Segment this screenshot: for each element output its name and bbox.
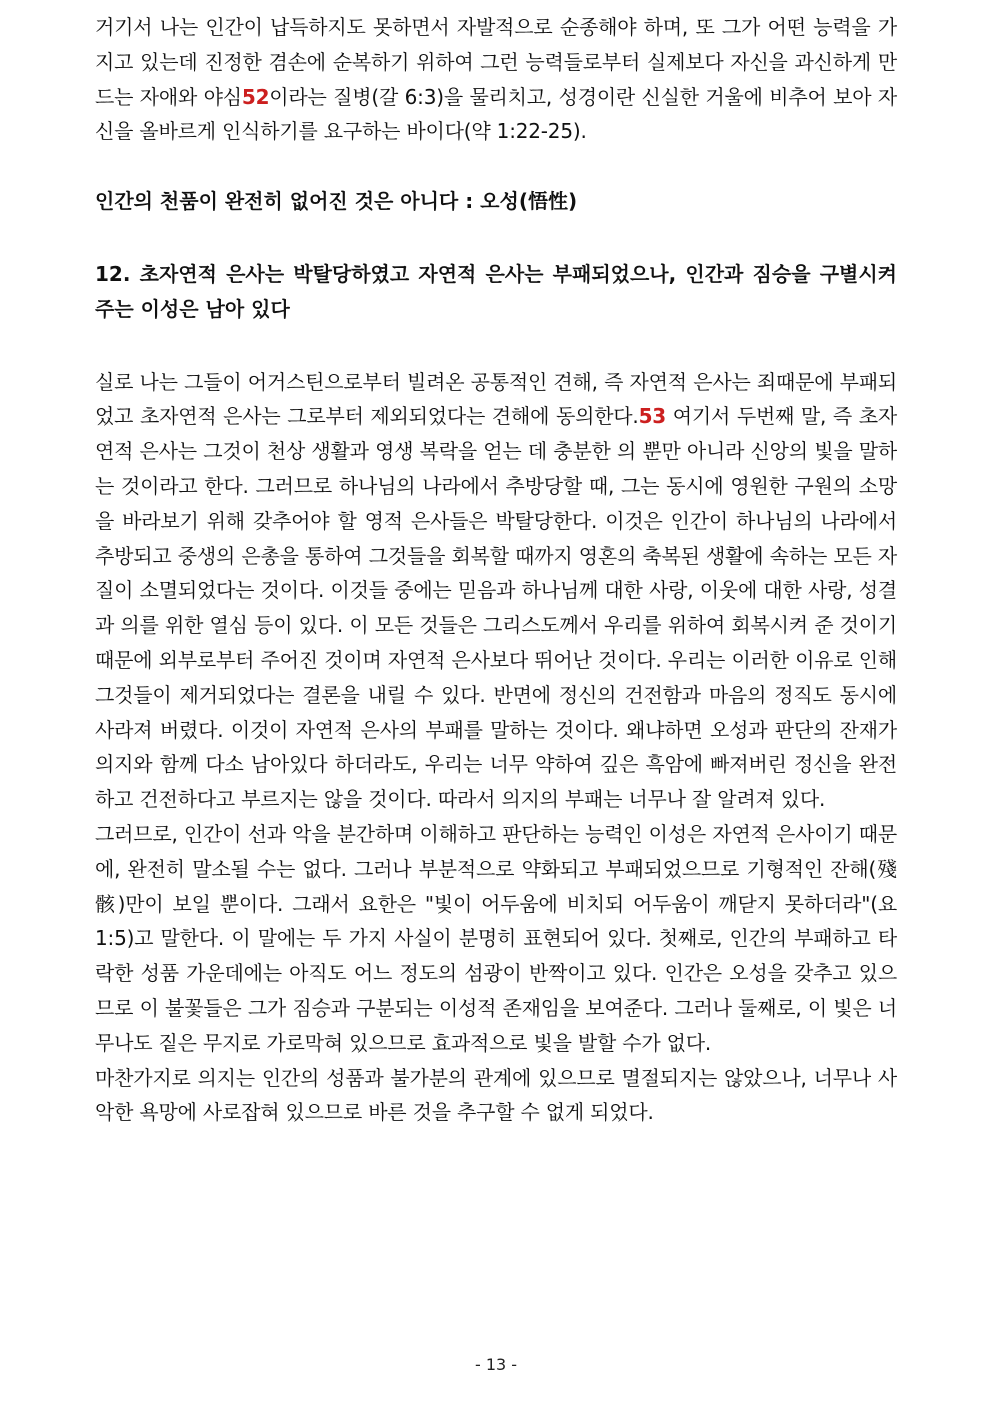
subheading-understanding: 인간의 천품이 완전히 없어진 것은 아니다 : 오성(悟性) — [95, 189, 578, 214]
spacer — [95, 149, 897, 184]
spacer — [95, 219, 897, 257]
paragraph-reason: 그러므로, 인간이 선과 악을 분간하며 이해하고 판단하는 능력인 이성은 자연적 은사이기 때문에, 완전히 말소될 수는 없다. 그러나 부분적으로 약화되고 부패되었으므로 기형적인 잔해(殘骸)만이 보일 뿐이다. 그래서 요한은 "빛이 어두움에 비치되 어두움이 깨닫지 못하더라"(요 1:5)고 말한다. 이 말에는 두 가지 사실이 분명히 표현되어 있다. 첫째로, 인간의 부패하고 타락한 성품 가운데에는 아직도 어느 정도의 섬광이 반짝이고 있다. 인간은 오성을 갖추고 있으므로 이 불꽃들은 그가 짐승과 구분되는 이성적 존재임을 보여준다. 그러나 둘째로, 이 빛은 너무나도 짙은 무지로 가로막혀 있으므로 효과적으로 빛을 발할 수가 없다. — [95, 821, 897, 1055]
page-number: - 13 - — [474, 1355, 518, 1374]
paragraph-intro-text-a: 거기서 나는 인간이 납득하지도 못하면서 자발적으로 순종해야 하며, 또 그가 어떤 능력을 가지고 있는데 진정한 겸손에 순복하기 위하여 그런 능력들로부터 실제보다 자신을 과신하게 만드는 자애와 야심 — [95, 15, 897, 109]
paragraph-intro — [95, 10, 897, 149]
footnote-ref-53[interactable]: 53 — [638, 404, 667, 429]
document-page — [95, 10, 897, 1130]
paragraph-will: 마찬가지로 의지는 인간의 성품과 불가분의 관계에 있으므로 멸절되지는 않았으나, 너무나 사악한 욕망에 사로잡혀 있으므로 바른 것을 추구할 수 없게 되었다. — [95, 1065, 897, 1125]
paragraph-supernatural-gifts — [95, 365, 897, 817]
paragraph-intro-text-b: 이라는 질병(갈 6:3)을 물리치고, 성경이란 신실한 거울에 비추어 보아 자신을 올바르게 인식하기를 요구하는 바이다(약 1:22-25). — [95, 84, 898, 144]
paragraph-supernatural-text-b: 여기서 두번째 말, 즉 초자연적 은사는 그것이 천상 생활과 영생 복락을 얻는 데 충분한 의 뿐만 아니라 신앙의 빛을 말하는 것이라고 한다. 그러므로 하나님의 나라에서 추방당할 때, 그는 동시에 영원한 구원의 소망을 바라보기 위해 갖추어야 할 영적 은사들은 박탈당한다. 이것은 인간이 하나님의 나라에서 추방되고 중생의 은총을 통하여 그것들을 회복할 때까지 영혼의 축복된 생활에 속하는 모든 자질이 소멸되었다는 것이다. 이것들 중에는 믿음과 하나님께 대한 사랑, 이웃에 대한 사랑, 성결과 의를 위한 열심 등이 있다. 이 모든 것들은 그리스도께서 우리를 위하여 회복시켜 준 것이기 때문에 외부로부터 주어진 것이며 자연적 은사보다 뛰어난 것이다. 우리는 이러한 이유로 인해 그것들이 제거되었다는 결론을 내릴 수 있다. 반면에 정신의 건전함과 마음의 정직도 동시에 사라져 버렸다. 이것이 자연적 은사의 부패를 말하는 것이다. 왜냐하면 오성과 판단의 잔재가 의지와 함께 다소 남아있다 하더라도, 우리는 너무 약하여 깊은 흑암에 빠져버린 정신을 완전하고 건전하다고 부르지는 않을 것이다. 따라서 의지의 부패는 너무나 잘 알려져 있다. — [95, 404, 897, 812]
paragraph-supernatural-text-a: 실로 나는 그들이 어거스틴으로부터 빌려온 공통적인 견해, 즉 자연적 은사는 죄때문에 부패되었고 초자연적 은사는 그로부터 제외되었다는 견해에 동의한다. — [95, 369, 897, 429]
section-12-heading: 12. 초자연적 은사는 박탈당하였고 자연적 은사는 부패되었으나, 인간과 짐승을 구별시켜 주는 이성은 남아 있다 — [95, 261, 897, 321]
spacer — [95, 327, 897, 365]
footnote-ref-52[interactable]: 52 — [241, 84, 270, 109]
